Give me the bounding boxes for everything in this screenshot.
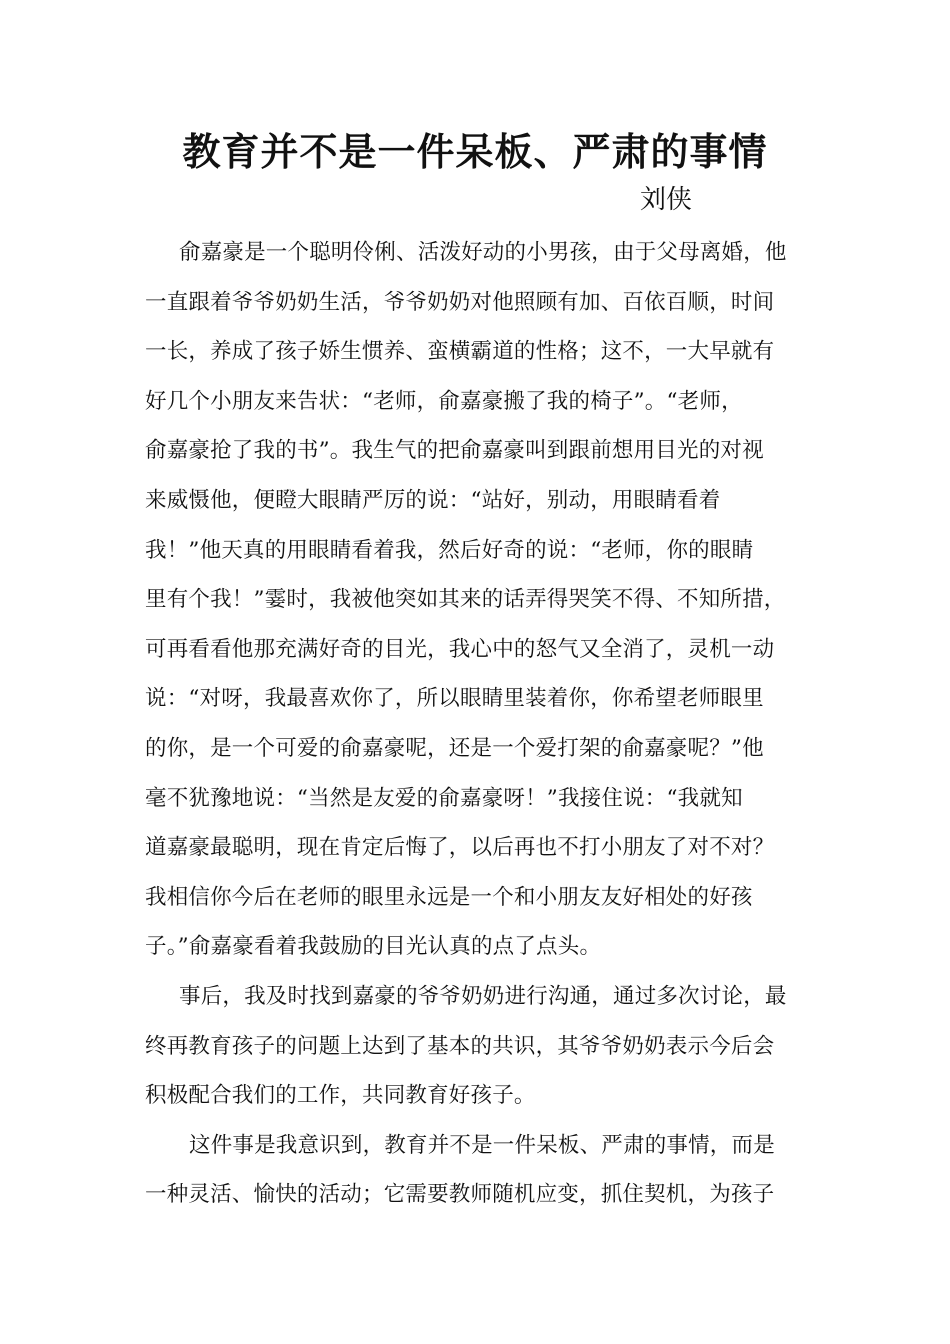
text-line: 一长，养成了孩子娇生惯养、蛮横霸道的性格；这不，一大早就有 bbox=[145, 339, 775, 365]
text-line: 可再看看他那充满好奇的目光，我心中的怒气又全消了，灵机一动 bbox=[145, 636, 775, 662]
text-line: 我！”他天真的用眼睛看着我，然后好奇的说：“老师，你的眼睛 bbox=[145, 537, 754, 563]
text-line: 的你，是一个可爱的俞嘉豪呢，还是一个爱打架的俞嘉豪呢？”他 bbox=[145, 735, 764, 761]
text-line: 这件事是我意识到，教育并不是一件呆板、严肃的事情，而是 bbox=[189, 1132, 775, 1158]
text-line: 好几个小朋友来告状：“老师，俞嘉豪搬了我的椅子”。“老师， bbox=[145, 388, 743, 414]
paragraph-2 bbox=[145, 972, 825, 1121]
text-line: 毫不犹豫地说：“当然是友爱的俞嘉豪呀！”我接住说：“我就知 bbox=[145, 785, 743, 811]
text-line: 我相信你今后在老师的眼里永远是一个和小朋友友好相处的好孩 bbox=[145, 884, 753, 910]
author-name: 刘侠 bbox=[640, 185, 693, 215]
text-line: 子。”俞嘉豪看着我鼓励的目光认真的点了点头。 bbox=[145, 934, 602, 960]
text-line: 道嘉豪最聪明，现在肯定后悔了，以后再也不打小朋友了对不对？ bbox=[145, 835, 775, 861]
document-body bbox=[145, 228, 825, 1220]
paragraph-1 bbox=[145, 228, 825, 972]
text-line: 俞嘉豪抢了我的书”。我生气的把俞嘉豪叫到跟前想用目光的对视 bbox=[145, 438, 764, 464]
text-line: 俞嘉豪是一个聪明伶俐、活泼好动的小男孩，由于父母离婚，他 bbox=[179, 240, 787, 265]
text-line: 来威慑他，便瞪大眼睛严厉的说：“站好，别动，用眼睛看着 bbox=[145, 487, 721, 513]
text-line: 里有个我！”霎时，我被他突如其来的话弄得哭笑不得、不知所措， bbox=[145, 587, 786, 613]
document-title: 教育并不是一件呆板、严肃的事情 bbox=[182, 130, 768, 174]
text-line: 积极配合我们的工作，共同教育好孩子。 bbox=[145, 1083, 536, 1109]
text-line: 终再教育孩子的问题上达到了基本的共识，其爷爷奶奶表示今后会 bbox=[145, 1033, 775, 1059]
text-line: 一直跟着爷爷奶奶生活，爷爷奶奶对他照顾有加、百依百顺，时间 bbox=[145, 289, 775, 315]
paragraph-3 bbox=[145, 1121, 825, 1220]
text-line: 事后，我及时找到嘉豪的爷爷奶奶进行沟通，通过多次讨论，最 bbox=[179, 983, 787, 1009]
text-line: 说：“对呀，我最喜欢你了，所以眼睛里装着你，你希望老师眼里 bbox=[145, 686, 764, 712]
text-line: 一种灵活、愉快的活动；它需要教师随机应变，抓住契机，为孩子 bbox=[145, 1182, 775, 1208]
